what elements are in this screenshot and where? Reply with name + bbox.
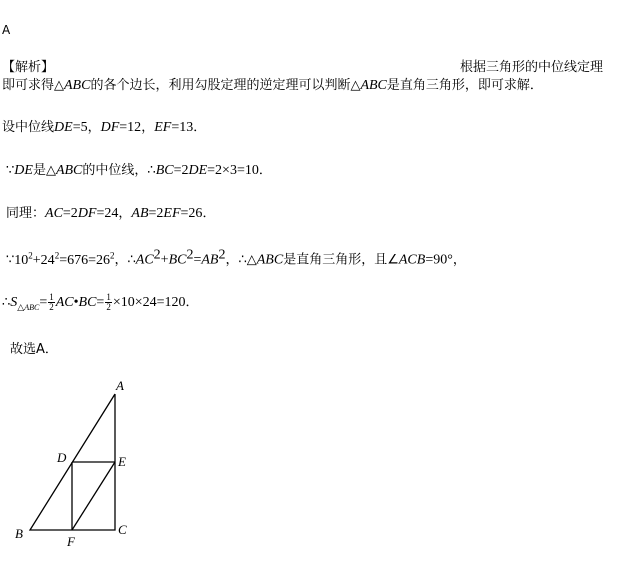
analysis-line2: 即可求得△ABC的各个边长，利用勾股定理的逆定理可以判断△ABC是直角三角形，即可求解． <box>2 78 543 93</box>
label-f: F <box>67 534 75 549</box>
label-a: A <box>116 378 124 393</box>
step-5: $\therefore S_{\triangle ABC}=$ $\frac{1}{2}$ AC•BC= $\frac{1}{2}$ ×10×24=120． <box>2 292 199 313</box>
analysis-tag: 【解析】 <box>2 60 55 75</box>
step-4: $\because 10^2+24^2=676=26^2$，$\therefore AC^2+BC^2=AB^2$，∴△ABC是直角三角形，且∠ACB=90°， <box>6 247 466 268</box>
label-e: E <box>118 454 126 469</box>
answer-label: A <box>2 23 11 37</box>
step-3: 同理：AC=2DF=24，AB=2EF=26． <box>6 206 216 221</box>
step-1: 设中位线DE=5，DF=12，EF=13． <box>2 120 207 135</box>
step-2: ∵DE是△ABC的中位线，∴BC=2DE=2×3=10． <box>6 163 272 178</box>
segment-ef <box>72 462 115 530</box>
triangle-figure <box>10 372 150 552</box>
conclusion: 故选A． <box>10 342 58 357</box>
analysis-line1-right: 根据三角形的中位线定理 <box>460 60 604 75</box>
label-d: D <box>57 450 67 465</box>
label-c: C <box>118 522 127 537</box>
label-b: B <box>15 526 23 541</box>
